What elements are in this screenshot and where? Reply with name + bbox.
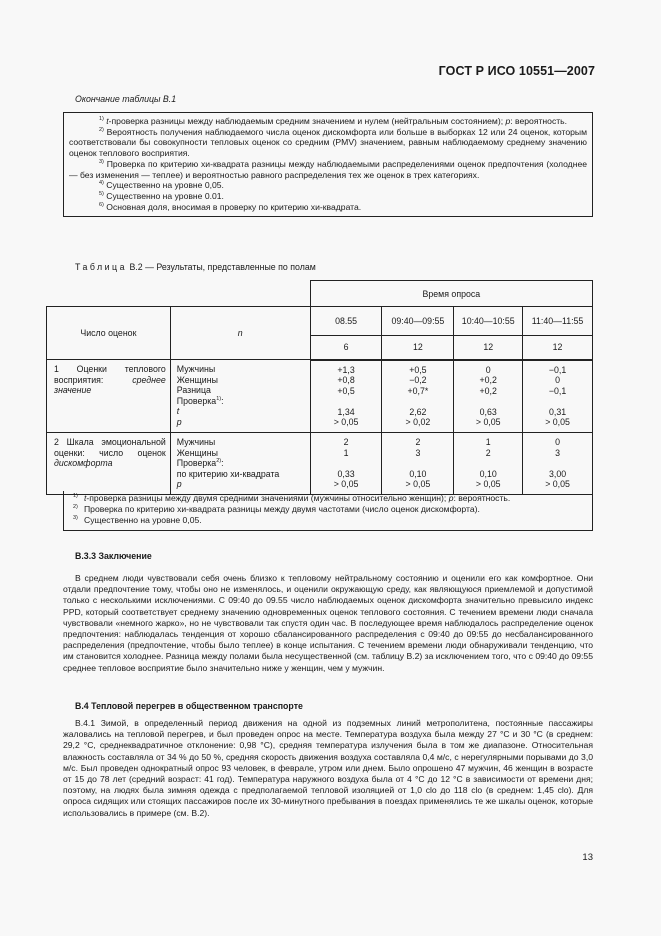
row-sublabels-thermal: Мужчины Женщины Разница Проверка$^{1)}$: t p bbox=[170, 360, 310, 433]
note-4: $^{4)}$ Существенно на уровне 0,05. bbox=[99, 180, 224, 191]
note-5: $^{5)}$ Существенно на уровне 0.01. bbox=[99, 190, 224, 201]
time-col-2: 09:40—09:55 bbox=[382, 307, 454, 336]
note-2: $^{2)}$ Вероятность получения наблюдаемого числа оценок дискомфорта или больше в выборках 12 или 24 оценок, которым соответствовали бы совокупности тепловых оценок со средним (PMV) значением, равным наблюдаемому среднему значению оценок теплового восприятия. bbox=[69, 126, 588, 159]
footnote-2: 2) Проверка по критерию хи-квадрата разницы между двумя частотами (число оценок дискомфорта). bbox=[73, 503, 480, 514]
page-number: 13 bbox=[582, 852, 593, 863]
n-col-3: 12 bbox=[454, 336, 523, 360]
values-col-1: 2 1 0,33 > 0,05 bbox=[310, 433, 382, 495]
n-col-2: 12 bbox=[382, 336, 454, 360]
values-col-3: 0 +0,2 +0,2 0,63 > 0,05 bbox=[454, 360, 523, 433]
section-heading-b33: В.3.3 Заключение bbox=[75, 551, 152, 561]
table-continuation-caption: Окончание таблицы В.1 bbox=[75, 94, 177, 104]
header-n: n bbox=[170, 307, 310, 360]
section-heading-b4: В.4 Тепловой перегрев в общественном транспорте bbox=[75, 701, 303, 711]
time-col-1: 08.55 bbox=[310, 307, 382, 336]
values-col-1: +1,3 +0,8 +0,5 1,34 > 0,05 bbox=[310, 360, 382, 433]
table-b2-title: Таблица В.2 — Результаты, представленные по полам bbox=[75, 262, 316, 272]
header-survey-time: Время опроса bbox=[310, 281, 592, 307]
values-col-3: 1 2 0,10 > 0,05 bbox=[454, 433, 523, 495]
note-3: $^{3)}$ Проверка по критерию хи-квадрата разницы между наблюдаемыми распределениями оценок предпочтения (холоднее — без изменения — теплее) и вероятностью равного распределения тех же оценок в трех категориях. bbox=[69, 158, 587, 180]
row-label-emotional: 2 Шкала эмоциональной оценки: число оценок дискомфорта bbox=[47, 433, 171, 495]
standard-code-header: ГОСТ Р ИСО 10551—2007 bbox=[438, 64, 595, 78]
values-col-2: 2 3 0,10 > 0,05 bbox=[382, 433, 454, 495]
table-row bbox=[47, 433, 593, 495]
footnote-1: 1) t-проверка разницы между двумя средними значениями (мужчины относительно женщин); p: вероятность. bbox=[73, 493, 511, 503]
values-col-4: −0,1 0 −0,1 0,31 > 0,05 bbox=[523, 360, 593, 433]
time-col-3: 10:40—10:55 bbox=[454, 307, 523, 336]
n-col-4: 12 bbox=[523, 336, 593, 360]
row-label-thermal: 1 Оценки теплового восприятия: среднее значение bbox=[47, 360, 171, 433]
note-1: $^{1)}$ t-проверка разницы между наблюдаемым средним значением и нулем (нейтральным состоянием); p: вероятность. bbox=[99, 116, 568, 126]
values-col-4: 0 3 3,00 > 0,05 bbox=[523, 433, 593, 495]
footnote-3: 3) Существенно на уровне 0,05. bbox=[73, 514, 202, 525]
table-b1-notes bbox=[63, 112, 593, 217]
table-row bbox=[47, 360, 593, 433]
section-b4-body: В.4.1 Зимой, в определенный период движения на одной из подземных линий метрополитена, постоянные пассажиры жаловались на тепловой перегрев, и был проведен опрос на месте. Температура воздуха была между 27 °С и 30 °С (в среднем: 29,2 °С, среднеквадратичное отклонение: 0,98 °С), средняя температура излучения была в том же диапазоне. Относительная влажность составляла от 34 % до 50 %, средняя скорость движения воздуха составляла 0,4 м/с, с нерегулярными порывами до 3,0 м/с. Был проведен однократный опрос 93 человек, в феврале, утром или днем. Было опрошено 47 мужчин, 46 женщин в возрасте от 15 до 78 лет (средний возраст: 41 год). Температура наружного воздуха была от 4 °С до 12 °С в зависимости от времени дня; поэтому, на людях была зимняя одежда с предполагаемой тепловой изоляцией от 1,0 clo до 118 clo (в среднем: 1,45 clo). Для опроса сидящих или стоящих пассажиров после их 30-минутного пребывания в поездах применялись те же шкалы оценок, которые использовались в примере (см. В.2). bbox=[63, 718, 593, 818]
time-col-4: 11:40—11:55 bbox=[523, 307, 593, 336]
table-b2 bbox=[46, 280, 593, 495]
table-b2-footnotes bbox=[63, 491, 593, 531]
section-b33-body: В среднем люди чувствовали себя очень близко к тепловому нейтральному состоянию и оценили его как комфортное. Они отдали предпочтение тому, чтобы оно не изменялось, и оценили окружающую среду, как являющуюся приемлемой и допустимой только с несколькими исключениями. С 09:40 до 09.55 число наблюдаемых оценок дискомфорта значительно превысило индекс PPD, который соответствует среднему значению одновременных оценок теплового состояния. С течением времени люди сначала чувствовали «немного жарко», но не чувствовали так спустя один час. В последующее время наблюдалось распределение оценок предпочтения: наблюдалась тенденция от хорошо сбалансированного распределения с 09:40 до 09:55 до несбалансированного распределения (предпочтение, чтобы было теплее) в конце испытания. С течением времени люди обнаруживали тенденцию, что им становится холоднее. Разница между полами была несущественной (см. таблицу В.2) за исключением того, что с 09:40 до 09:55 среднее тепловое восприятие было значительно ниже у женщин, чем у мужчин. bbox=[63, 573, 593, 673]
note-6: $^{6)}$ Основная доля, вносимая в проверку по критерию хи-квадрата. bbox=[99, 201, 362, 212]
row-sublabels-emotional: Мужчины Женщины Проверка$^{2)}$: по критерию хи-квадрата p bbox=[170, 433, 310, 495]
header-count: Число оценок bbox=[47, 307, 171, 360]
n-col-1: 6 bbox=[310, 336, 382, 360]
values-col-2: +0,5 −0,2 +0,7* 2,62 > 0,02 bbox=[382, 360, 454, 433]
